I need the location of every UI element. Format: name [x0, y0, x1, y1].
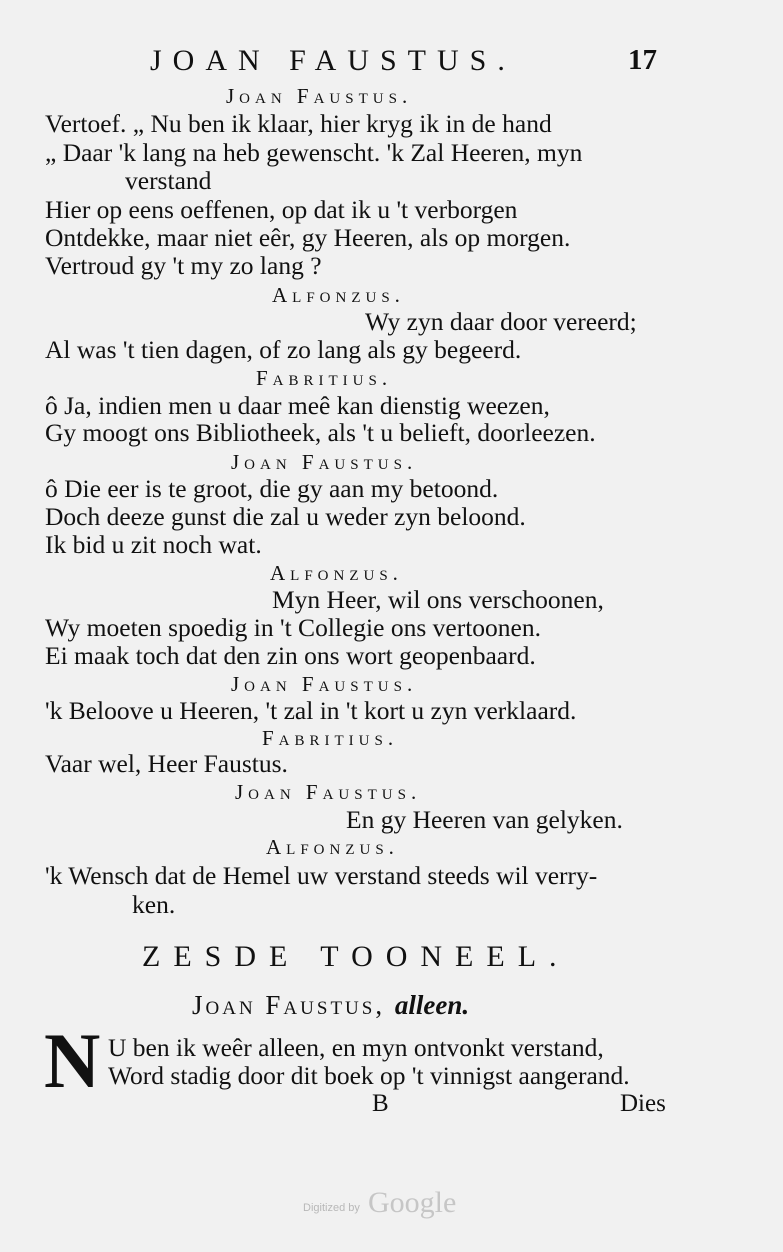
verse-line: Vertroud gy 't my zo lang ?: [45, 251, 322, 280]
verse-line: verstand: [125, 166, 212, 195]
speaker-name: Alfonzus.: [272, 283, 405, 307]
speaker-name: Alfonzus.: [266, 835, 399, 859]
verse-line: Doch deeze gunst die zal u weder zyn beloond.: [45, 502, 526, 531]
speaker-name: Joan Faustus.: [231, 672, 418, 696]
signature-mark: B: [372, 1090, 389, 1117]
google-watermark: Google: [368, 1186, 457, 1219]
speaker-name: Joan Faustus.: [235, 780, 422, 804]
verse-line: ô Die eer is te groot, die gy aan my betoond.: [45, 474, 499, 503]
verse-line: Ei maak toch dat den zin ons wort geopenbaard.: [45, 641, 536, 670]
verse-line: Ik bid u zit noch wat.: [45, 530, 262, 559]
speaker-name: Alfonzus.: [270, 561, 403, 585]
speaker-name: Fabritius.: [256, 366, 393, 390]
speaker-name: Joan Faustus.: [226, 84, 413, 108]
verse-line: Vaar wel, Heer Faustus.: [45, 749, 288, 778]
scene-speaker-note: alleen.: [394, 990, 470, 1020]
page-number: 17: [628, 44, 657, 76]
verse-line: ô Ja, indien men u daar meê kan dienstig weezen,: [45, 391, 550, 420]
digitized-by-text: Digitized by: [303, 1202, 360, 1214]
verse-line: Gy moogt ons Bibliotheek, als 't u belieft, doorleezen.: [45, 418, 596, 447]
verse-line: „ Daar 'k lang na heb gewenscht. 'k Zal Heeren, myn: [45, 138, 583, 167]
verse-line: Hier op eens oeffenen, op dat ik u 't verborgen: [45, 195, 518, 224]
speaker-name: Joan Faustus.: [231, 450, 418, 474]
running-title: JOAN FAUSTUS.: [150, 44, 516, 77]
scene-speaker-name: Joan Faustus,: [192, 990, 386, 1020]
verse-line: ken.: [132, 890, 176, 919]
verse-line: Wy moeten spoedig in 't Collegie ons vertoonen.: [45, 613, 541, 642]
scene-speaker: [192, 990, 469, 1021]
verse-line: 'k Wensch dat de Hemel uw verstand steeds wil verry-: [45, 861, 598, 890]
verse-line: 'k Beloove u Heeren, 't zal in 't kort u zyn verklaard.: [45, 696, 577, 725]
verse-line: Wy zyn daar door vereerd;: [365, 307, 637, 336]
verse-line: Word stadig door dit boek op 't vinnigst aangerand.: [108, 1061, 630, 1090]
catchword: Dies: [620, 1090, 666, 1117]
verse-line: Myn Heer, wil ons verschoonen,: [272, 585, 604, 614]
verse-line: Vertoef. „ Nu ben ik klaar, hier kryg ik in de hand: [45, 109, 552, 138]
verse-line: Ontdekke, maar niet eêr, gy Heeren, als op morgen.: [45, 223, 571, 252]
verse-line: En gy Heeren van gelyken.: [346, 805, 623, 834]
drop-cap: N: [44, 1017, 101, 1104]
verse-line: Al was 't tien dagen, of zo lang als gy begeerd.: [45, 335, 522, 364]
verse-line: U ben ik weêr alleen, en myn ontvonkt verstand,: [108, 1033, 604, 1062]
speaker-name: Fabritius.: [262, 726, 399, 750]
scene-title: ZESDE TOONEEL.: [142, 940, 570, 973]
